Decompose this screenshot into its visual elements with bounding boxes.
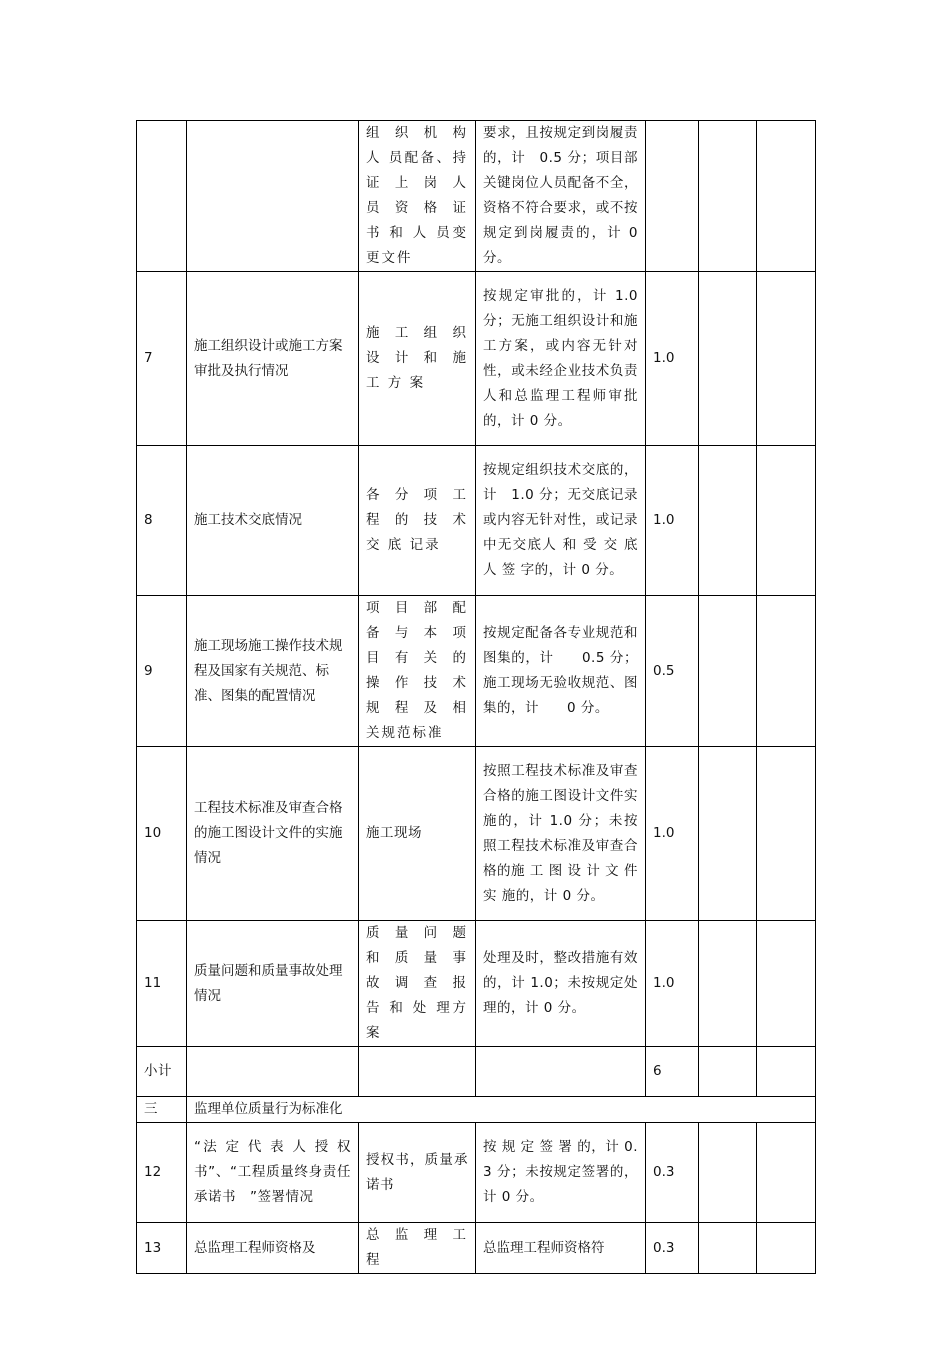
remark-cell [757, 1223, 816, 1274]
actual-score-cell [699, 121, 757, 272]
scoring-table [136, 120, 816, 1274]
remark-cell [757, 747, 816, 921]
remark-cell [757, 1047, 816, 1097]
table-row [137, 1223, 816, 1274]
scoring-standard: 按 规 定 签 署 的，计 0.3 分；未按规定签署的，计 0 分。 [476, 1123, 646, 1223]
subtotal-label: 小计 [137, 1047, 187, 1097]
check-item: 施工现场施工操作技术规程及国家有关规范、标准、图集的配置情况 [187, 596, 359, 747]
table-row [137, 921, 816, 1047]
section-number: 三 [137, 1097, 187, 1123]
check-item: “法 定 代 表 人 授 权 书”、“工程质量终身责任承诺书 ”签署情况 [187, 1123, 359, 1223]
check-content: 组 织 机 构 人 员配备、持证 上 岗 人 员 资 格 证 书 和 人 员变更文件 [359, 121, 476, 272]
standard-score: 1.0 [646, 446, 699, 596]
check-content: 总 监 理 工 程 [359, 1223, 476, 1274]
remark-cell [757, 121, 816, 272]
scoring-standard: 处理及时，整改措施有效的，计 1.0；未按规定处理的，计 0 分。 [476, 921, 646, 1047]
check-content: 项 目 部 配 备 与 本 项 目 有 关 的 操 作 技 术 规 程 及 相 关规范标准 [359, 596, 476, 747]
table-row [137, 446, 816, 596]
remark-cell [757, 446, 816, 596]
actual-score-cell [699, 272, 757, 446]
empty-cell [359, 1047, 476, 1097]
row-number: 8 [137, 446, 187, 596]
remark-cell [757, 272, 816, 446]
check-item: 总监理工程师资格及 [187, 1223, 359, 1274]
actual-score-cell [699, 1047, 757, 1097]
empty-cell [187, 1047, 359, 1097]
check-item: 工程技术标准及审查合格的施工图设计文件的实施情况 [187, 747, 359, 921]
standard-score: 1.0 [646, 921, 699, 1047]
row-number: 13 [137, 1223, 187, 1274]
actual-score-cell [699, 921, 757, 1047]
section-title: 监理单位质量行为标准化 [187, 1097, 816, 1123]
check-item: 施工组织设计或施工方案审批及执行情况 [187, 272, 359, 446]
check-content: 质 量 问 题 和 质 量 事 故 调 查 报 告 和 处 理方案 [359, 921, 476, 1047]
standard-score: 1.0 [646, 272, 699, 446]
table-row [137, 747, 816, 921]
actual-score-cell [699, 747, 757, 921]
row-number: 11 [137, 921, 187, 1047]
actual-score-cell [699, 1123, 757, 1223]
check-content: 各 分 项 工 程 的 技 术 交 底 记录 [359, 446, 476, 596]
row-number: 12 [137, 1123, 187, 1223]
check-content: 施 工 组 织 设 计 和 施 工 方 案 [359, 272, 476, 446]
scoring-standard: 要求，且按规定到岗履责的，计 0.5 分；项目部关键岗位人员配备不全，资格不符合要求，或不按规定到岗履责的，计 0 分。 [476, 121, 646, 272]
remark-cell [757, 921, 816, 1047]
row-number: 10 [137, 747, 187, 921]
row-number [137, 121, 187, 272]
check-item: 质量问题和质量事故处理情况 [187, 921, 359, 1047]
check-item [187, 121, 359, 272]
table-row [137, 596, 816, 747]
scoring-standard: 按规定审批的，计 1.0 分；无施工组织设计和施工方案，或内容无针对性，或未经企业技术负责人和总监理工程师审批的，计 0 分。 [476, 272, 646, 446]
row-number: 9 [137, 596, 187, 747]
check-content: 授权书，质量承诺书 [359, 1123, 476, 1223]
table-row [137, 121, 816, 272]
scoring-standard: 按规定组织技术交底的，计 1.0 分；无交底记录或内容无针对性，或记录中无交底人 和 受 交 底 人 签 字的，计 0 分。 [476, 446, 646, 596]
row-number: 7 [137, 272, 187, 446]
standard-score [646, 121, 699, 272]
remark-cell [757, 1123, 816, 1223]
scoring-standard: 按规定配备各专业规范和图集的，计 0.5 分；施工现场无验收规范、图集的，计 0 分。 [476, 596, 646, 747]
scoring-standard: 总监理工程师资格符 [476, 1223, 646, 1274]
actual-score-cell [699, 1223, 757, 1274]
standard-score: 0.3 [646, 1123, 699, 1223]
table-row [137, 272, 816, 446]
scoring-standard: 按照工程技术标准及审查合格的施工图设计文件实施的，计 1.0 分；未按照工程技术标准及审查合格的施 工 图 设 计 文 件 实 施的，计 0 分。 [476, 747, 646, 921]
standard-score: 1.0 [646, 747, 699, 921]
actual-score-cell [699, 446, 757, 596]
subtotal-score: 6 [646, 1047, 699, 1097]
actual-score-cell [699, 596, 757, 747]
standard-score: 0.5 [646, 596, 699, 747]
check-item: 施工技术交底情况 [187, 446, 359, 596]
empty-cell [476, 1047, 646, 1097]
section-header-row [137, 1097, 816, 1123]
standard-score: 0.3 [646, 1223, 699, 1274]
subtotal-row [137, 1047, 816, 1097]
remark-cell [757, 596, 816, 747]
table-row [137, 1123, 816, 1223]
check-content: 施工现场 [359, 747, 476, 921]
